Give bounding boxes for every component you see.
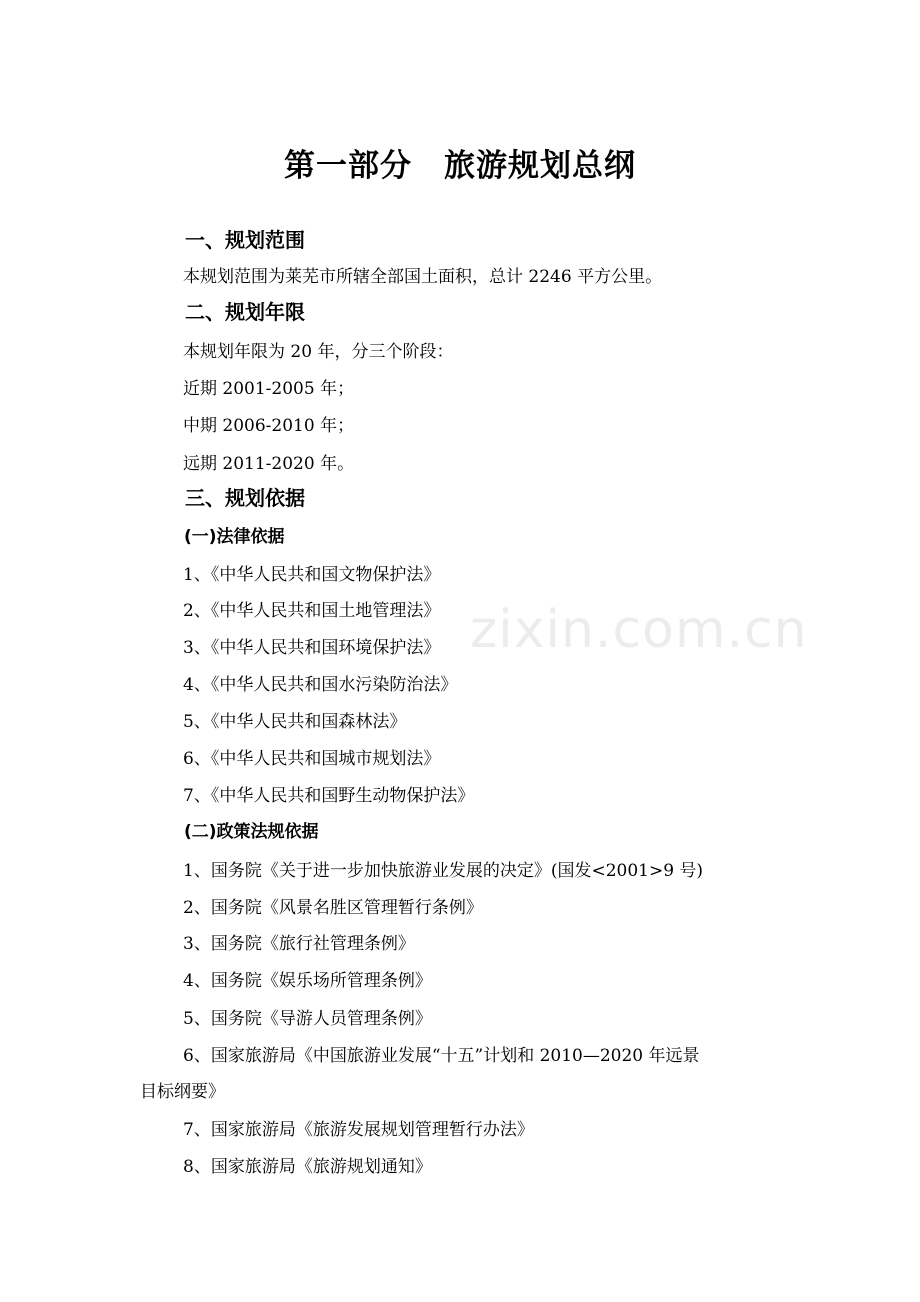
period-intro: 本规划年限为 20 年，分三个阶段： (183, 342, 454, 362)
legal-item: 6、《中华人民共和国城市规划法》 (183, 749, 441, 769)
legal-item: 7、《中华人民共和国野生动物保护法》 (183, 786, 475, 806)
period-stage-near: 近期 2001-2005 年； (183, 379, 355, 399)
policy-item: 2、国务院《风景名胜区管理暂行条例》 (183, 898, 483, 918)
watermark (0, 600, 920, 670)
policy-item: 4、国务院《娱乐场所管理条例》 (183, 971, 432, 991)
section-heading-period: 二、规划年限 (185, 300, 305, 324)
period-stage-far: 远期 2011-2020 年。 (183, 454, 355, 474)
policy-item: 6、国家旅游局《中国旅游业发展“十五”计划和 2010—2020 年远景 (183, 1046, 700, 1066)
legal-item: 1、《中华人民共和国文物保护法》 (183, 565, 441, 585)
policy-item: 3、国务院《旅行社管理条例》 (183, 934, 415, 954)
subsection-heading-legal: (一)法律依据 (184, 527, 285, 547)
section-heading-basis: 三、规划依据 (185, 486, 305, 510)
legal-item: 3、《中华人民共和国环境保护法》 (183, 638, 441, 658)
scope-text: 本规划范围为莱芜市所辖全部国土面积，总计 2246 平方公里。 (183, 267, 663, 287)
policy-item: 5、国务院《导游人员管理条例》 (183, 1009, 432, 1029)
section-heading-scope: 一、规划范围 (185, 228, 305, 252)
page-title: 第一部分 旅游规划总纲 (284, 148, 636, 184)
policy-item-continuation: 目标纲要》 (140, 1082, 225, 1102)
legal-item: 5、《中华人民共和国森林法》 (183, 712, 407, 732)
legal-item: 4、《中华人民共和国水污染防治法》 (183, 675, 458, 695)
subsection-heading-policy: (二)政策法规依据 (184, 822, 319, 842)
watermark-text: zixin.com.cn (470, 600, 808, 660)
policy-item: 8、国家旅游局《旅游规划通知》 (183, 1157, 432, 1177)
period-stage-mid: 中期 2006-2010 年； (183, 416, 355, 436)
policy-item: 1、国务院《关于进一步加快旅游业发展的决定》(国发<2001>9 号) (183, 861, 704, 881)
legal-item: 2、《中华人民共和国土地管理法》 (183, 601, 441, 621)
policy-item: 7、国家旅游局《旅游发展规划管理暂行办法》 (183, 1120, 534, 1140)
